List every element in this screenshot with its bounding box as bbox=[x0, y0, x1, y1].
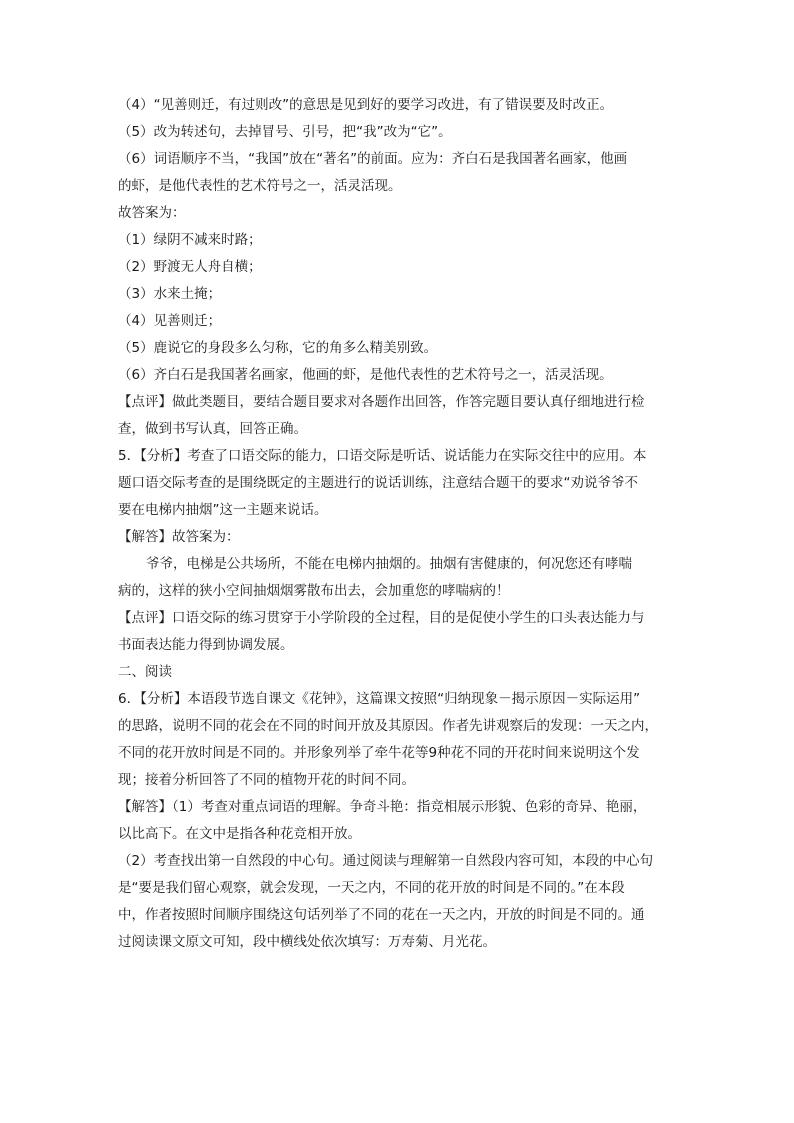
document-page bbox=[118, 92, 678, 956]
text-line: 不同的花开放时间是不同的。并形象列举了牵牛花等9种花不同的开花时间来说明这个发 bbox=[118, 745, 640, 761]
text-line: （4）见善则迁； bbox=[118, 313, 222, 329]
text-line: （6）齐白石是我国著名画家，他画的虾，是他代表性的艺术符号之一，活灵活现。 bbox=[118, 367, 613, 383]
text-line: 6．【分析】本语段节选自课文《花钟》，这篇课文按照“归纳现象－揭示原因－实际运用” bbox=[118, 691, 641, 707]
text-line: 现；接着分析回答了不同的植物开花的时间不同。 bbox=[118, 772, 415, 788]
text-line: 查，做到书写认真，回答正确。 bbox=[118, 421, 307, 437]
text-line: 要在电梯内抽烟”这一主题来说话。 bbox=[118, 502, 328, 518]
text-line: 故答案为： bbox=[118, 205, 186, 221]
text-line: 爷爷，电梯是公共场所，不能在电梯内抽烟的。抽烟有害健康的，何况您还有哮喘 bbox=[146, 556, 632, 572]
text-line: 以比高下。在文中是指各种花竞相开放。 bbox=[118, 826, 361, 842]
text-line: 是“要是我们留心观察，就会发现，一天之内，不同的花开放的时间是不同的。”在本段 bbox=[118, 880, 625, 896]
text-line: 题口语交际考查的是围绕既定的主题进行的说话训练，注意结合题干的要求“劝说爷爷不 bbox=[118, 475, 638, 491]
text-line: （3）水来土掩； bbox=[118, 286, 222, 302]
text-line: （1）绿阴不减来时路； bbox=[118, 232, 262, 248]
text-line: 的虾，是他代表性的艺术符号之一，活灵活现。 bbox=[118, 178, 402, 194]
text-line: 中，作者按照时间顺序围绕这句话列举了不同的花在一天之内，开放的时间是不同的。通 bbox=[118, 907, 645, 923]
text-line: 【解答】（1）考查对重点词语的理解。争奇斗艳：指竞相展示形貌、色彩的奇异、艳丽， bbox=[118, 799, 647, 815]
text-line: （5）鹿说它的身段多么匀称，它的角多么精美别致。 bbox=[118, 340, 438, 356]
text-line: 书面表达能力得到协调发展。 bbox=[118, 637, 294, 653]
text-line: 过阅读课文原文可知，段中横线处依次填写：万寿菊、月光花。 bbox=[118, 934, 496, 950]
text-line: 二、阅读 bbox=[118, 664, 172, 680]
text-line: （2）考查找出第一自然段的中心句。通过阅读与理解第一自然段内容可知，本段的中心句 bbox=[118, 853, 654, 869]
text-line: 【点评】口语交际的练习贯穿于小学阶段的全过程，目的是促使小学生的口头表达能力与 bbox=[118, 610, 645, 626]
text-line: （5）改为转述句，去掉冒号、引号，把“我”改为“它”。 bbox=[118, 124, 452, 140]
text-line: 病的，这样的狭小空间抽烟烟雾散布出去，会加重您的哮喘病的！ bbox=[118, 583, 510, 599]
text-line: （2）野渡无人舟自横； bbox=[118, 259, 262, 275]
text-line: 的思路，说明不同的花会在不同的时间开放及其原因。作者先讲观察后的发现：一天之内， bbox=[118, 718, 658, 734]
text-line: （6）词语顺序不当，“我国”放在“著名”的前面。应为：齐白石是我国著名画家，他画 bbox=[118, 151, 628, 167]
text-line: 5．【分析】考查了口语交际的能力，口语交际是听话、说话能力在实际交往中的应用。本 bbox=[118, 448, 647, 464]
text-line: 【点评】做此类题目，要结合题目要求对各题作出回答，作答完题目要认真仔细地进行检 bbox=[118, 394, 645, 410]
text-line: 【解答】故答案为： bbox=[118, 529, 240, 545]
text-line: （4）“见善则迁，有过则改”的意思是见到好的要学习改进，有了错误要及时改正。 bbox=[118, 97, 614, 113]
